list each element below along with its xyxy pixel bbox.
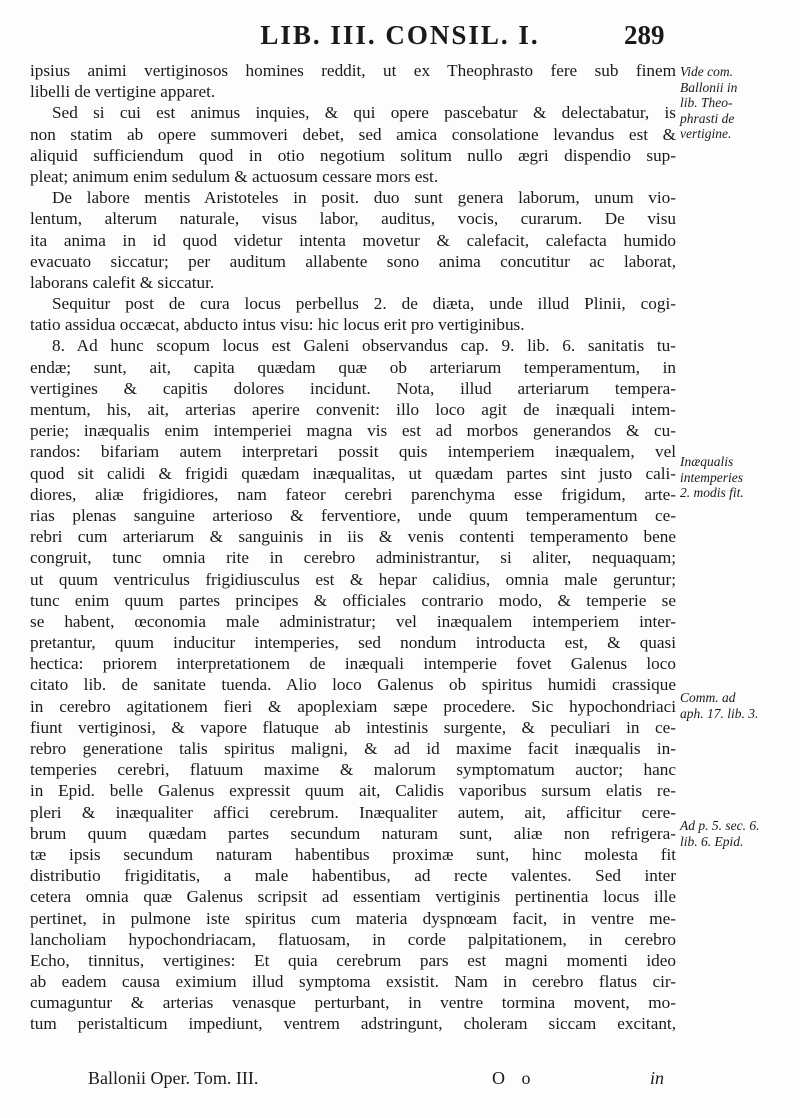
running-head: LIB. III. CONSIL. I. (260, 20, 540, 50)
text-line: libelli de vertigine apparet. (30, 82, 216, 102)
text-line: non statim ab opere summoveri debet, sed amica consolatione levandus est & (30, 124, 676, 144)
text-line: Sequitur post de cura locus perbellus 2. de diæta, unde illud Plinii, cogi- (52, 294, 676, 314)
margin-note-comm-aph (680, 690, 798, 721)
text-line: pretantur, quum inducitur intemperies, sed nondum introducta est, & quasi (30, 633, 676, 653)
text-line: tatio assidua occæcat, abducto intus visu: hic locus erit pro vertiginibus. (30, 315, 525, 335)
text-line: in cerebro agitationem fieri & apoplexiam sæpe procedere. Sic hypochondriaci (30, 696, 676, 716)
text-line: vertigines & capitis dolores incidunt. Nota, illud arteriarum tempera- (30, 378, 676, 398)
margin-note-line: Ballonii in (680, 79, 738, 95)
text-line: mentum, his, ait, arterias aperire convenit: illo loco agit de inæquali intem- (30, 400, 676, 419)
text-line: ut quum ventriculus frigidiusculus est & hepar calidius, omnia male geruntur; (30, 569, 676, 589)
text-line: lancholiam hypochondriacam, flatuosam, in corde palpitationem, in cerebro (30, 929, 676, 949)
margin-note-line: 2. modis fit. (680, 485, 744, 500)
footer-signature: Ballonii Oper. Tom. III. (88, 1068, 259, 1088)
text-line: temperies cerebri, flatuum maxime & malorum symptomatum auctor; hanc (30, 760, 676, 780)
text-line: aliquid sufficiendum quod in otio negotium solitum nullo ægri dispendio sup- (30, 145, 676, 165)
text-line: tum peristalticum impediunt, ventrem adstringunt, choleram siccam excitant, (30, 1014, 676, 1034)
margin-note-line: lib. 6. Epid. (680, 833, 744, 849)
text-line: rebri cum arteriarum & sanguinis in iis & venis contenti temperamento bene (30, 527, 676, 547)
text-line: evacuato siccatur; per auditum allabente sono anima concutitur ac laborat, (30, 251, 676, 271)
text-line: Sed si cui est animus inquies, & qui opere pascebatur & delectabatur, is (52, 103, 676, 123)
text-line: ipsius animi vertiginosos homines reddit, ut ex Theophrasto fere sub finem (30, 61, 676, 80)
gathering-mark: O o (492, 1068, 537, 1088)
body-text (30, 60, 676, 1035)
text-line: ab eadem causa eximium illud symptoma exsistit. Nam in cerebro flatus cir- (30, 972, 676, 992)
margin-note-line: phrasti de (680, 110, 735, 126)
margin-note-line: vertigine. (680, 126, 732, 141)
text-line: distributio frigiditatis, a male habentibus, ad recte valentes. Sed inter (30, 866, 676, 886)
text-line: quod sit calidi & frigidi quædam inæqualitas, ut quædam partes sint justo cali- (30, 463, 676, 483)
catchword: in (650, 1068, 665, 1088)
text-line: De labore mentis Aristoteles in posit. duo sunt genera laborum, unum vio- (52, 188, 676, 208)
text-line: diores, aliæ frigidiores, nam fateor cerebri parenchyma esse frigidum, arte- (30, 484, 676, 504)
text-line: pleri & inæqualiter affici cerebrum. Inæqualiter autem, ait, afficitur cere- (30, 802, 676, 822)
text-line: in Epid. belle Galenus expressit quum ait, Calidis vaporibus sursum elatis re- (30, 781, 676, 801)
margin-note-line: Inæqualis (680, 454, 734, 469)
text-line: randos: bifariam autem interpretari possit quis intemperiem inæqualem, vel (30, 442, 676, 462)
text-line: 8. Ad hunc scopum locus est Galeni observandus cap. 9. lib. 6. sanitatis tu- (52, 336, 676, 356)
text-line: pertinet, in pulmone iste spiritus cum materia dyspnœam facit, in ventre me- (30, 908, 676, 928)
text-line: tæ ipsis secundum naturam habentibus proximæ sunt, hinc molesta fit (30, 844, 676, 864)
margin-note-line: Ad p. 5. sec. 6. (680, 818, 760, 833)
text-line: fiunt vertiginosi, & vapore flatuque ab intestinis surgente, & peculiari in ce- (30, 717, 676, 737)
text-line: citato lib. de sanitate tuenda. Alio loco Galenus ob spiritus humidi crassique (30, 675, 676, 695)
page-footer (30, 1068, 680, 1090)
text-line: congruit, tunc omnia rite in cerebro administrantur, si aliter, nequaquam; (30, 548, 676, 568)
text-line: laborans calefit & siccatur. (30, 272, 215, 292)
text-line: brum quum quædam partes secundum naturam sunt, aliæ non refrigera- (30, 823, 676, 843)
text-line: perie; inæqualis enim intemperiei magna vis est ad morbos generandos & cu- (30, 421, 676, 441)
text-line: pleat; animum enim sedulum & actuosum cessare mors est. (30, 166, 439, 186)
margin-note-inaequalis (680, 454, 798, 501)
margin-note-line: intemperies (680, 469, 743, 485)
text-line: rebro generatione talis spiritus maligni, & ad id maxime facit inæqualis in- (30, 739, 676, 758)
text-line: ita anima in id quod videtur intenta movetur & calefacit, calefacta humido (30, 230, 676, 250)
margin-note-line: lib. Theo- (680, 95, 733, 110)
text-line: lentum, alterum naturale, visus labor, auditus, vocis, curarum. De visu (30, 209, 676, 229)
text-line: tunc enim quum partes principes & officiales contrario modo, & temperie se (30, 590, 676, 610)
text-line: endæ; sunt, ait, capita quædam quæ ob arteriarum temperamentum, in (30, 357, 676, 377)
margin-note-epid (680, 818, 798, 849)
text-line: cumaguntur & arterias venasque perturbant, in ventre tormina movent, mo- (30, 993, 676, 1013)
text-line: se habent, œconomia male administratur; vel inæqualem intemperiem inter- (30, 611, 676, 631)
text-line: Echo, tinnitus, vertigines: Et quia cerebrum pars est magni momenti ideo (30, 950, 676, 970)
text-line: cetera omnia quæ Galenus scripsit ad essentiam vertiginis pertinentia locus ille (30, 887, 676, 907)
margin-note-line: Comm. ad (680, 690, 736, 705)
page-number: 289 (624, 20, 665, 50)
margin-note-line: Vide com. (680, 64, 733, 79)
margin-note-line: aph. 17. lib. 3. (680, 705, 759, 721)
text-line: hectica: priorem interpretationem de inæquali intemperie fovet Galenus loco (30, 654, 676, 674)
text-line: rias plenas sanguine arterioso & ferventiore, unde quum temperamentum ce- (30, 505, 676, 525)
margin-note-vide-comm (680, 64, 798, 142)
